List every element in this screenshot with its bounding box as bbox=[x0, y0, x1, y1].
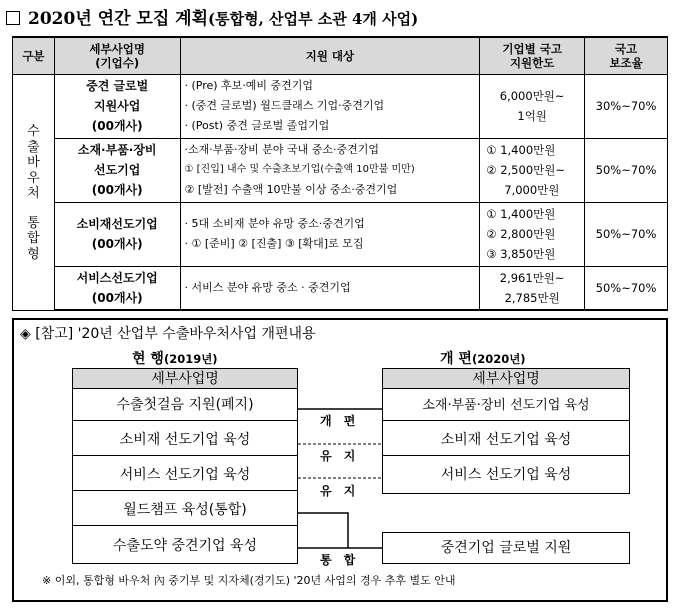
connector-label-reform: 개 편 bbox=[320, 414, 360, 428]
header-ratio: 국고 보조율 bbox=[585, 37, 668, 74]
current-item: 수출첫걸음 지원(폐지) bbox=[73, 390, 297, 421]
program-target: ·소재·부품·장비 분야 국내 중소·중견기업 ① [진입] 내수 및 수출초보기업(수출액 10만불 미만) ② [발전] 수출액 10만불 이상 중소·중견기업 bbox=[180, 138, 480, 202]
program-limit: ① 1,400만원 ② 2,800만원 ③ 3,850만원 bbox=[480, 202, 585, 266]
current-item: 소비재 선도기업 육성 bbox=[73, 425, 297, 456]
current-programs-column bbox=[72, 368, 298, 564]
footnote: ※ 이외, 통합형 바우처 內 중기부 및 지자체(경기도) '20년 사업의 경우 추후 별도 안내 bbox=[42, 574, 456, 587]
page-title bbox=[6, 4, 418, 29]
header-category: 구분 bbox=[13, 37, 55, 74]
table-row bbox=[13, 266, 668, 310]
program-name: 서비스선도기업 (00개사) bbox=[54, 266, 180, 310]
reference-title: ◈ [참고] '20년 산업부 수출바우처사업 개편내용 bbox=[20, 326, 316, 342]
program-target: · (Pre) 후보·예비 중견기업 · (중견 글로벌) 월드클래스 기업·중견기업 · (Post) 중견 글로벌 졸업기업 bbox=[180, 74, 480, 138]
program-name: 소재·부품·장비 선도기업 (00개사) bbox=[54, 138, 180, 202]
table-row bbox=[13, 74, 668, 138]
header-limit: 기업별 국고 지원한도 bbox=[480, 37, 585, 74]
connector-label-keep: 유 지 bbox=[320, 449, 360, 463]
table-row bbox=[13, 138, 668, 202]
new-item: 중견기업 글로벌 지원 bbox=[440, 540, 572, 556]
program-limit: 6,000만원~ 1억원 bbox=[480, 74, 585, 138]
connector-line-merge-upper bbox=[298, 513, 348, 548]
current-item: 서비스 선도기업 육성 bbox=[73, 460, 297, 491]
new-item: 소재·부품·장비 선도기업 육성 bbox=[383, 390, 629, 421]
new-column-header: 세부사업명 bbox=[383, 369, 629, 389]
table-row bbox=[13, 202, 668, 266]
current-item: 월드챔프 육성(통합) bbox=[73, 495, 297, 526]
program-name: 소비재선도기업 (00개사) bbox=[54, 202, 180, 266]
program-target: · 서비스 분야 유망 중소 · 중견기업 bbox=[180, 266, 480, 310]
header-program: 세부사업명 (기업수) bbox=[54, 37, 180, 74]
checkbox-square-icon bbox=[6, 11, 20, 25]
program-limit: 2,961만원~ 2,785만원 bbox=[480, 266, 585, 310]
new-item: 서비스 선도기업 육성 bbox=[440, 467, 572, 483]
program-ratio: 50%~70% bbox=[585, 266, 668, 310]
reference-box bbox=[12, 318, 668, 602]
recruitment-plan-table bbox=[12, 36, 668, 311]
header-target: 지원 대상 bbox=[180, 37, 480, 74]
connector-label-keep: 유 지 bbox=[320, 484, 360, 498]
program-target: · 5대 소비재 분야 유망 중소·중견기업 · ① [준비] ② [진출] ③ [확대]로 모집 bbox=[180, 202, 480, 266]
new-programs-column-merged bbox=[382, 532, 630, 564]
new-header: 개 편(2020년) bbox=[440, 351, 526, 367]
current-item: 수출도약 중견기업 육성 bbox=[112, 538, 258, 554]
program-ratio: 30%~70% bbox=[585, 74, 668, 138]
new-programs-column bbox=[382, 368, 630, 494]
program-ratio: 50%~70% bbox=[585, 138, 668, 202]
new-item: 소비재 선도기업 육성 bbox=[383, 425, 629, 456]
program-name: 중견 글로벌 지원사업 (00개사) bbox=[54, 74, 180, 138]
current-column-header: 세부사업명 bbox=[73, 369, 297, 389]
category-cell: 수 출 바 우 처 통 합 형 bbox=[13, 74, 55, 310]
title-main: 2020년 연간 모집 계획 bbox=[28, 9, 209, 29]
program-ratio: 50%~70% bbox=[585, 202, 668, 266]
current-header: 현 행(2019년) bbox=[132, 351, 218, 367]
connector-label-merge: 통 합 bbox=[320, 553, 360, 567]
title-sub: (통합형, 산업부 소관 4개 사업) bbox=[208, 10, 419, 28]
table-header-row bbox=[13, 37, 668, 74]
program-limit: ① 1,400만원 ② 2,500만원~ 7,000만원 bbox=[480, 138, 585, 202]
